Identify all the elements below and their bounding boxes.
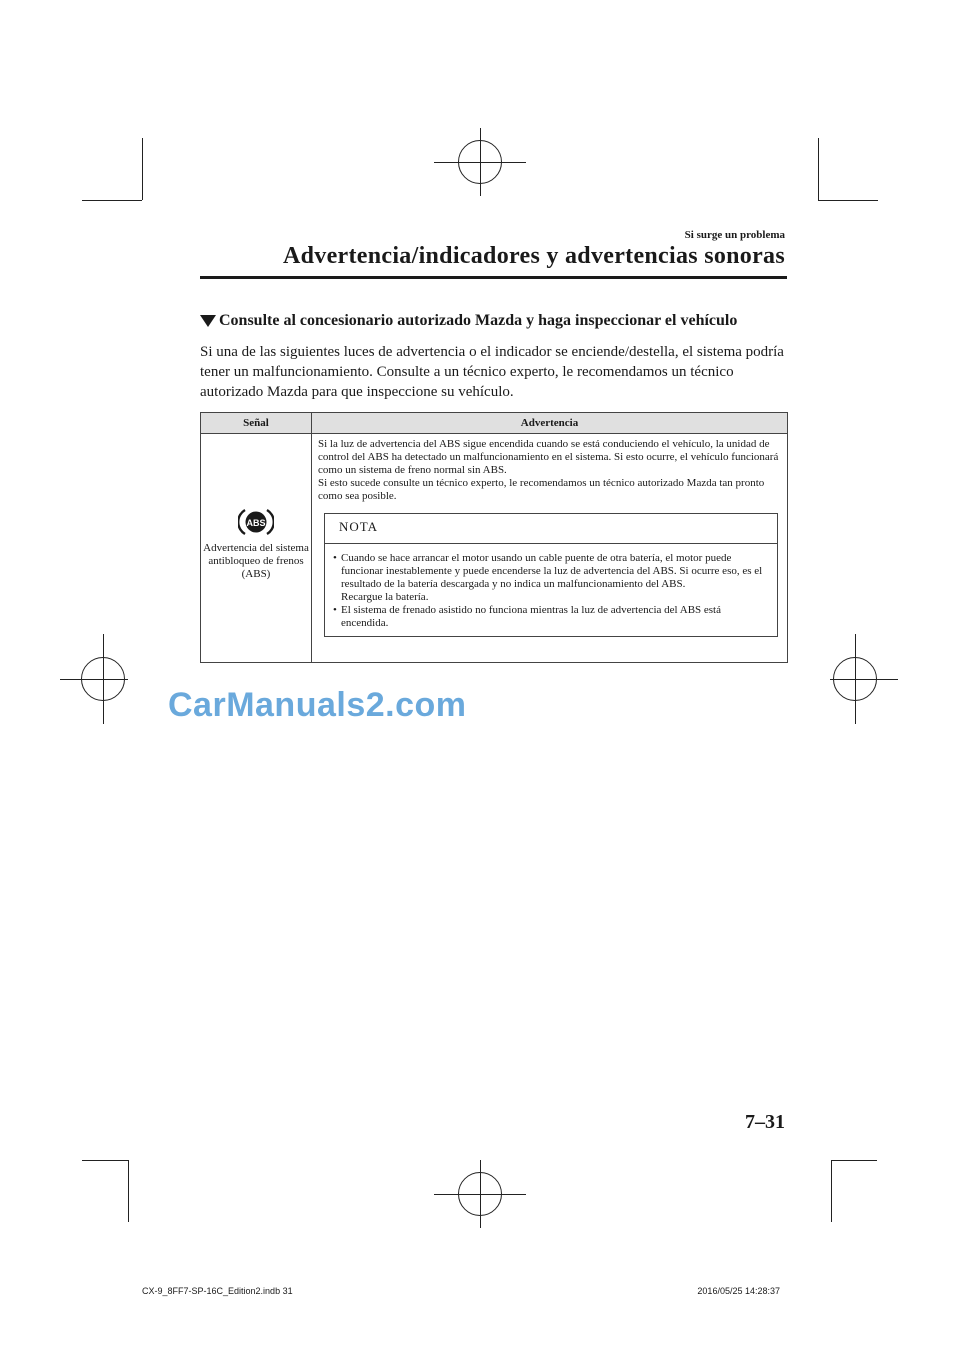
header-signal: Señal (201, 413, 312, 434)
header-warning: Advertencia (312, 413, 788, 434)
warning-table (200, 412, 788, 663)
section-name: Si surge un problema (684, 229, 785, 241)
bullet-dot-icon: • (333, 552, 337, 564)
subheading (200, 312, 737, 330)
page-number: 7–31 (745, 1111, 785, 1133)
note-bullet-text: Cuando se hace arrancar el motor usando un cable puente de otra batería, el motor puede funcionar inestablemente y puede encenderse la luz de advertencia del ABS. Si ocurre eso, es el resultado de la batería descargada y no indica un malfuncionamiento del ABS. (341, 552, 763, 590)
footer-date: 2016/05/25 14:28:37 (697, 1286, 780, 1296)
subheading-text: Consulte al concesionario autorizado Mazda y haga inspeccionar el vehículo (219, 312, 738, 329)
warning-paragraph-1: Si la luz de advertencia del ABS sigue encendida cuando se está conduciendo el vehículo, la unidad de control del ABS ha detectado un malfuncionamiento en el sistema. Si esto ocurre, el vehículo funcionará como un sistema de freno normal sin ABS. (318, 438, 779, 476)
warning-cell (312, 434, 788, 663)
title-rule (200, 276, 787, 279)
intro-paragraph: Si una de las siguientes luces de advertencia o el indicador se enciende/destella, el sistema podría tener un malfuncionamiento. Consulte a un técnico experto, le recomendamos un técnico autorizado Mazda para que inspeccione su vehículo. (200, 344, 784, 400)
warning-paragraph-2: Si esto sucede consulte un técnico experto, le recomendamos un técnico autorizado Mazda tan pronto como sea posible. (318, 477, 765, 502)
note-bullet (333, 604, 771, 630)
note-box (324, 513, 778, 637)
signal-cell (201, 434, 312, 663)
note-title: NOTA (325, 514, 777, 544)
triangle-bullet-icon (200, 315, 216, 327)
bullet-dot-icon: • (333, 604, 337, 616)
note-recharge-text: Recargue la batería. (341, 591, 429, 603)
watermark: CarManuals2.com (168, 686, 467, 724)
footer-file: CX-9_8FF7-SP-16C_Edition2.indb 31 (142, 1286, 293, 1296)
table-header-row (201, 413, 788, 434)
page-title: Advertencia/indicadores y advertencias sonoras (283, 243, 785, 269)
table-row (201, 434, 788, 663)
note-bullet (333, 552, 771, 591)
note-bullet-text: El sistema de frenado asistido no funciona mientras la luz de advertencia del ABS está encendida. (341, 604, 721, 629)
signal-label: Advertencia del sistema antibloqueo de frenos (ABS) (203, 542, 309, 580)
abs-warning-icon (238, 507, 274, 537)
abs-icon-text: ABS (246, 518, 266, 528)
